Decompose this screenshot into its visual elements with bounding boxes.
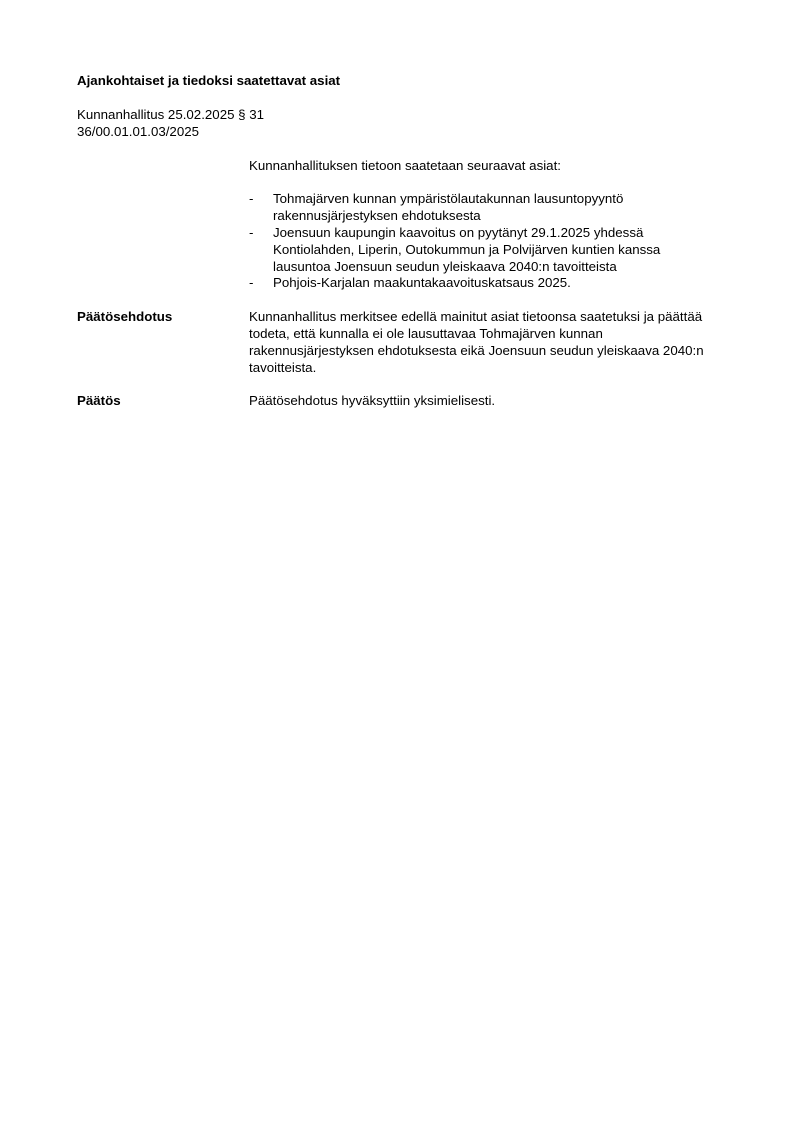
item-list [249,191,709,292]
list-item [249,191,709,225]
list-item [249,275,709,292]
list-item-text: Pohjois-Karjalan maakuntakaavoituskatsaus 2025. [273,275,571,291]
decision-text: Päätösehdotus hyväksyttiin yksimielisesti. [249,393,496,409]
decision-label: Päätös [77,393,121,409]
bullet-dash: - [249,224,254,240]
document-title: Ajankohtaiset ja tiedoksi saatettavat asiat [77,73,341,88]
proposal-section [77,309,717,376]
list-item [249,225,709,275]
intro-text: Kunnanhallituksen tietoon saatetaan seuraavat asiat: [249,157,561,173]
bullet-dash: - [249,275,254,291]
decision-section [77,393,717,410]
meeting-meta [77,107,717,141]
document-page [77,73,717,410]
record-number: 36/00.01.01.03/2025 [77,123,200,139]
list-item-text: Tohmajärven kunnan ympäristölautakunnan lausuntopyyntö rakennusjärjestyksen ehdotuksesta [273,191,624,224]
bullet-dash: - [249,191,254,207]
list-item-text: Joensuun kaupungin kaavoitus on pyytänyt 29.1.2025 yhdessä Kontiolahden, Liperin, Outokummun ja Polvijärven kuntien kanssa lausuntoa Joensuun seudun yleiskaava 2040:n tavoitteista [273,224,661,274]
intro-section [249,158,709,293]
proposal-text: Kunnanhallitus merkitsee edellä mainitut asiat tietoonsa saatetuksi ja päättää todeta, että kunnalla ei ole lausuttavaa Tohmajärven kunnan rakennusjärjestyksen ehdotuksesta eikä Joensuun seudun yleiskaava 2040:n tavoitteista. [249,309,704,375]
meeting-reference: Kunnanhallitus 25.02.2025 § 31 [77,107,265,122]
proposal-label: Päätösehdotus [77,309,173,325]
